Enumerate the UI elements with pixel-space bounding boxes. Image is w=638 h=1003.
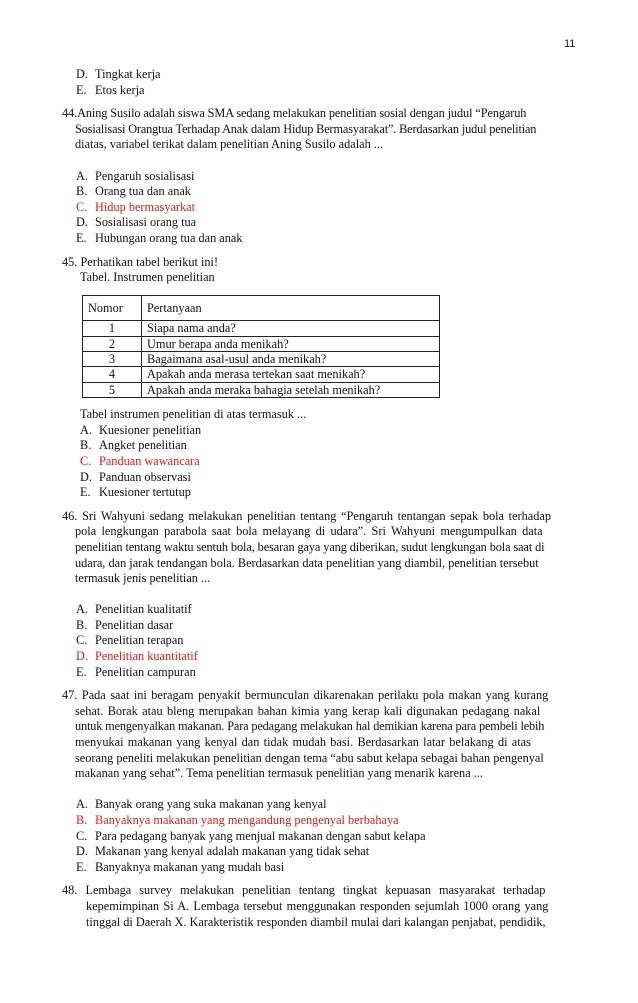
question-45-option-b: B. Angket penelitian [80, 438, 187, 453]
table-header-row [83, 295, 440, 320]
question-46-option-d-correct: D. Penelitian kuantitatif [76, 649, 198, 664]
question-44-line-1: 44.Aning Susilo adalah siswa SMA sedang melakukan penelitian sosial dengan judul “Pengaruh [62, 106, 527, 121]
question-47-line-4: menyukai makanan yang kenyal dan tidak mudah basi. Berdasarkan latar belakang di atas [75, 735, 531, 750]
question-47-option-c: C. Para pedagang banyak yang menjual makanan dengan sabut kelapa [76, 828, 426, 843]
option-prev-d: D. Tingkat kerja [76, 67, 161, 81]
question-47-option-d: D. Makanan yang kenyal adalah makanan yang tidak sehat [76, 844, 370, 859]
question-45-option-e: E. Kuesioner tertutup [80, 485, 191, 500]
table-cell-pertanyaan: Apakah anda meraka bahagia setelah menikah? [142, 382, 440, 397]
question-44-option-e: E. Hubungan orang tua dan anak [76, 230, 243, 245]
question-45-option-d: D. Panduan observasi [80, 469, 191, 484]
question-44-option-a: A. Pengaruh sosialisasi [76, 168, 195, 183]
table-cell-nomor: 2 [83, 336, 142, 351]
question-47-line-2: sehat. Borak atau bleng merupakan bahan kimia yang kerap kali digunakan pedagang nakal [75, 703, 541, 718]
question-48 [62, 883, 577, 930]
question-46-option-a: A. Penelitian kualitatif [76, 602, 192, 617]
question-46-option-c: C. Penelitian terapan [76, 633, 184, 648]
table-cell-pertanyaan: Umur berapa anda menikah? [142, 336, 440, 351]
question-44-option-c-correct: C. Hidup bermasyarkat [76, 199, 196, 214]
question-47-option-e: E. Banyaknya makanan yang mudah basi [76, 859, 285, 874]
question-46-line-1: 46. Sri Wahyuni sedang melakukan penelitian tentang “Pengaruh tentangan sepak bola terhadap [62, 508, 551, 523]
table-row [83, 321, 440, 336]
question-45 [62, 255, 577, 501]
question-47-line-5: seorang peneliti melakukan penelitian dengan tema “abu sabut kelapa sebagai bahan pengenyal [75, 750, 544, 765]
table-row [83, 336, 440, 351]
question-46-line-5: termasuk jenis penelitian ... [75, 571, 211, 586]
table-cell-nomor: 5 [83, 382, 142, 397]
question-48-line-2: kepemimpinan Si A. Lembaga tersebut menggunakan responden sejumlah 1000 orang yang [86, 898, 549, 913]
question-46 [62, 509, 577, 681]
table-cell-nomor: 4 [83, 367, 142, 382]
question-46-option-e: E. Penelitian campuran [76, 664, 196, 679]
question-46-option-b: B. Penelitian dasar [76, 617, 174, 632]
question-45-option-c-correct: C. Panduan wawancara [80, 453, 200, 468]
table-cell-nomor: 3 [83, 351, 142, 366]
question-47-option-a: A. Banyak orang yang suka makanan yang kenyal [76, 797, 327, 812]
question-44-line-2: Sosialisasi Orangtua Terhadap Anak dalam Hidup Bermasyarakat”. Berdasarkan judul penelitian [75, 121, 537, 136]
question-47-option-b-correct: B. Banyaknya makanan yang mengandung pengenyal berbahaya [76, 813, 399, 827]
table-header-nomor: Nomor [83, 295, 142, 320]
question-47-line-3: untuk mengenyalkan makanan. Para pedagang melakukan hal demikian karena para pembeli lebih [75, 719, 545, 734]
page-number: 11 [564, 38, 576, 50]
table-header-pertanyaan: Pertanyaan [142, 295, 440, 320]
question-47 [62, 688, 577, 875]
question-44-option-d: D. Sosialisasi orang tua [76, 215, 197, 230]
table-row [83, 382, 440, 397]
question-45-intro: 45. Perhatikan tabel berikut ini! [62, 254, 219, 269]
table-row [83, 351, 440, 366]
question-46-line-2: pola lengkungan parabola saat bola melayang di udara”. Sri Wahyuni mengumpulkan data [75, 524, 543, 539]
instrument-table [82, 295, 440, 398]
question-46-line-3: penelitian tentang waktu sentuh bola, besaran gaya yang diberikan, sudut lengkungan bola saat di [75, 539, 545, 554]
question-45-option-a: A. Kuesioner penelitian [80, 422, 202, 437]
question-48-line-3: tinggal di Daerah X. Karakteristik responden diambil mulai dari kalangan penjabat, pendidik, [86, 914, 546, 929]
question-45-stem: Tabel instrumen penelitian di atas termasuk ... [80, 407, 307, 422]
question-46-line-4: udara, dan jarak tendangan bola. Berdasarkan data penelitian yang diambil, penelitian tersebut [75, 555, 539, 570]
question-44 [62, 106, 577, 246]
document-body [62, 67, 577, 930]
table-cell-pertanyaan: Apakah anda merasa tertekan saat menikah? [142, 367, 440, 382]
table-caption: Tabel. Instrumen penelitian [80, 270, 215, 285]
table-cell-pertanyaan: Siapa nama anda? [142, 321, 440, 336]
question-44-option-b: B. Orang tua dan anak [76, 184, 191, 199]
question-47-line-6: makanan yang sehat”. Tema penelitian termasuk penelitian yang menarik karena ... [75, 766, 483, 781]
table-cell-pertanyaan: Bagaimana asal-usul anda menikah? [142, 351, 440, 366]
question-48-line-1: 48. Lembaga survey melakukan penelitian tentang tingkat kepuasan masyarakat terhadap [62, 883, 546, 898]
question-47-line-1: 47. Pada saat ini beragam penyakit bermunculan dikarenakan perilaku pola makan yang kurang [62, 688, 549, 703]
question-44-line-3: diatas, variabel terikat dalam penelitian Aning Susilo adalah ... [75, 137, 384, 152]
table-cell-nomor: 1 [83, 321, 142, 336]
table-row [83, 367, 440, 382]
option-prev-e: E. Etos kerja [76, 82, 145, 97]
